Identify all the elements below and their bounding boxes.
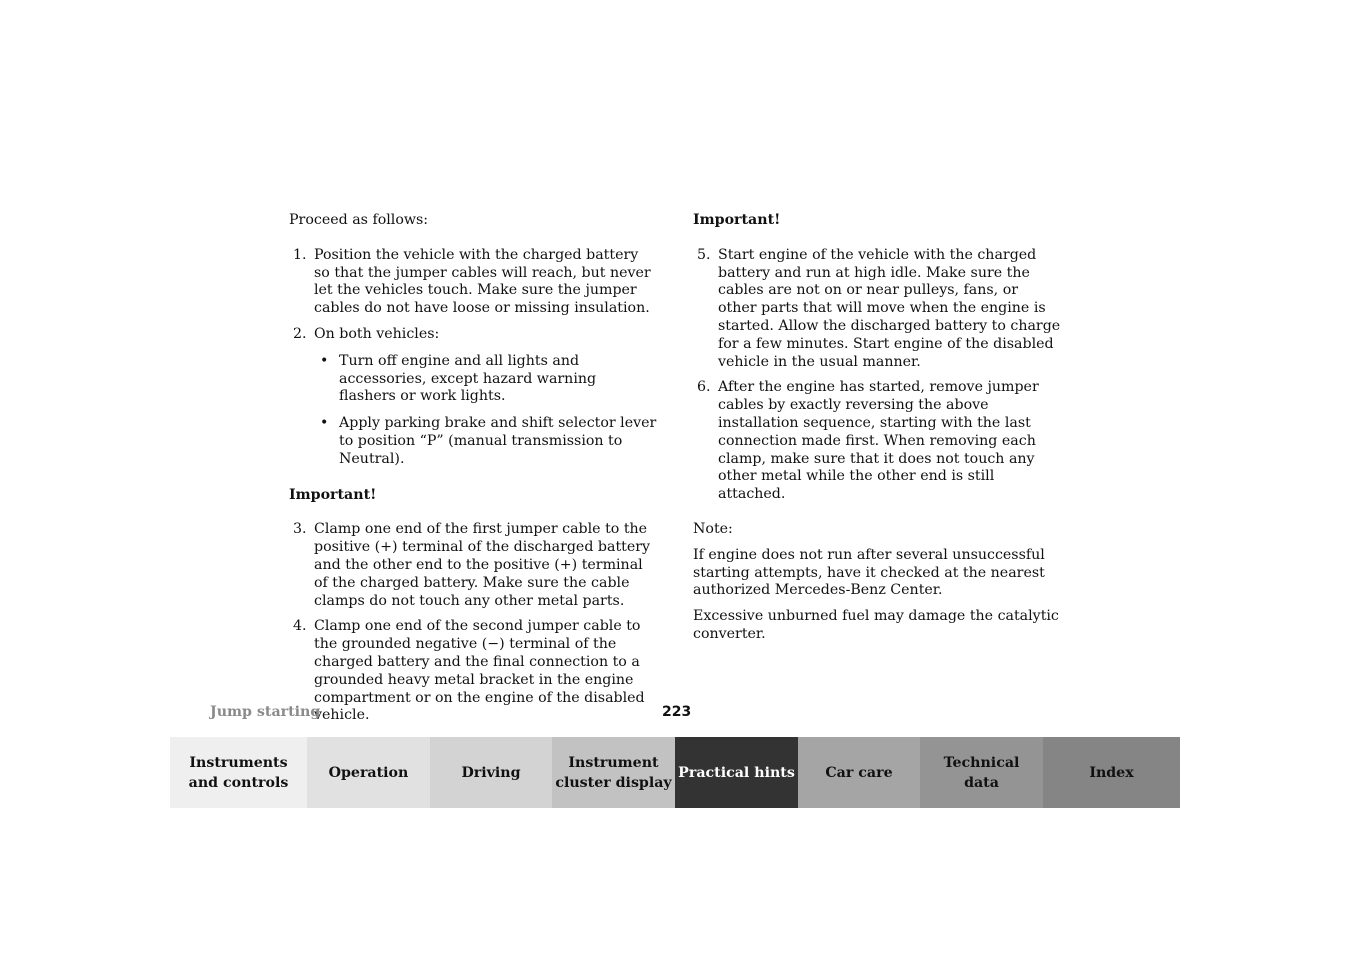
tab-instrument-cluster-display[interactable]: Instrument cluster display: [552, 737, 675, 808]
important-heading: Important!: [693, 212, 781, 228]
bullet-item: [314, 353, 657, 406]
tab-instruments-and-controls[interactable]: Instruments and controls: [170, 737, 307, 808]
chapter-nav: [170, 737, 1180, 808]
left-column: [289, 212, 657, 733]
step-item: [289, 247, 657, 318]
step-text: Start engine of the vehicle with the charged battery and run at high idle. Make sure the cables are not on or near pulleys, fans, or other parts that will move when the engine is started. Allow the discharged battery to charge for a few minutes. Start engine of the disabled vehicle in the usual manner.: [718, 246, 1061, 370]
note-text: Excessive unburned fuel may damage the catalytic converter.: [693, 608, 1059, 642]
page-number: 223: [662, 704, 692, 720]
tab-technical-data[interactable]: Technical data: [920, 737, 1043, 808]
step-item: [289, 618, 657, 725]
tab-practical-hints[interactable]: Practical hints: [675, 737, 798, 808]
step-text: Position the vehicle with the charged battery so that the jumper cables will reach, but never let the vehicles touch. Make sure the jumper cables do not have loose or missing insulation.: [314, 246, 651, 317]
tab-driving[interactable]: Driving: [430, 737, 552, 808]
right-column: [693, 212, 1061, 652]
step-number: 1.: [293, 246, 307, 263]
tab-operation[interactable]: Operation: [307, 737, 430, 808]
intro-text: Proceed as follows:: [289, 212, 429, 228]
step-text: On both vehicles:: [314, 325, 440, 342]
tab-car-care[interactable]: Car care: [798, 737, 920, 808]
bullet-icon: •: [320, 415, 329, 432]
bullet-icon: •: [320, 352, 329, 369]
step-text: Clamp one end of the second jumper cable to the grounded negative (−) terminal of the charged battery and the final connection to a grounded heavy metal bracket in the engine compartment or on the engine of the disabled vehicle.: [314, 618, 645, 724]
step-item: [289, 326, 657, 469]
important-heading: Important!: [289, 486, 377, 503]
steps-list-a: [289, 247, 657, 469]
step-text: Clamp one end of the first jumper cable to the positive (+) terminal of the discharged battery and the other end to the positive (+) terminal of the charged battery. Make sure the cable clamps do not touch any other metal parts.: [314, 521, 651, 609]
step-text: After the engine has started, remove jumper cables by exactly reversing the above installation sequence, starting with the last connection made first. When removing each clamp, make sure that it does not touch any other metal while the other end is still attached.: [718, 379, 1039, 503]
bullet-item: [314, 415, 657, 468]
section-title: Jump starting: [210, 704, 321, 720]
note-label: Note:: [693, 520, 733, 537]
bullet-list: [314, 353, 657, 469]
note-text: If engine does not run after several unsuccessful starting attempts, have it checked at the nearest authorized Mercedes-Benz Center.: [693, 546, 1045, 599]
tab-index[interactable]: Index: [1043, 737, 1180, 808]
bullet-text: Turn off engine and all lights and accessories, except hazard warning flashers or work lights.: [339, 352, 597, 405]
step-number: 3.: [293, 521, 307, 538]
bullet-text: Apply parking brake and shift selector lever to position “P” (manual transmission to Neutral).: [339, 415, 657, 467]
step-number: 5.: [697, 246, 711, 263]
step-number: 2.: [293, 325, 307, 342]
steps-list-b: [289, 521, 657, 725]
step-item: [289, 521, 657, 610]
step-item: [693, 247, 1061, 372]
step-number: 6.: [697, 379, 711, 396]
steps-list-c: [693, 247, 1061, 504]
step-item: [693, 379, 1061, 504]
step-number: 4.: [293, 618, 307, 635]
